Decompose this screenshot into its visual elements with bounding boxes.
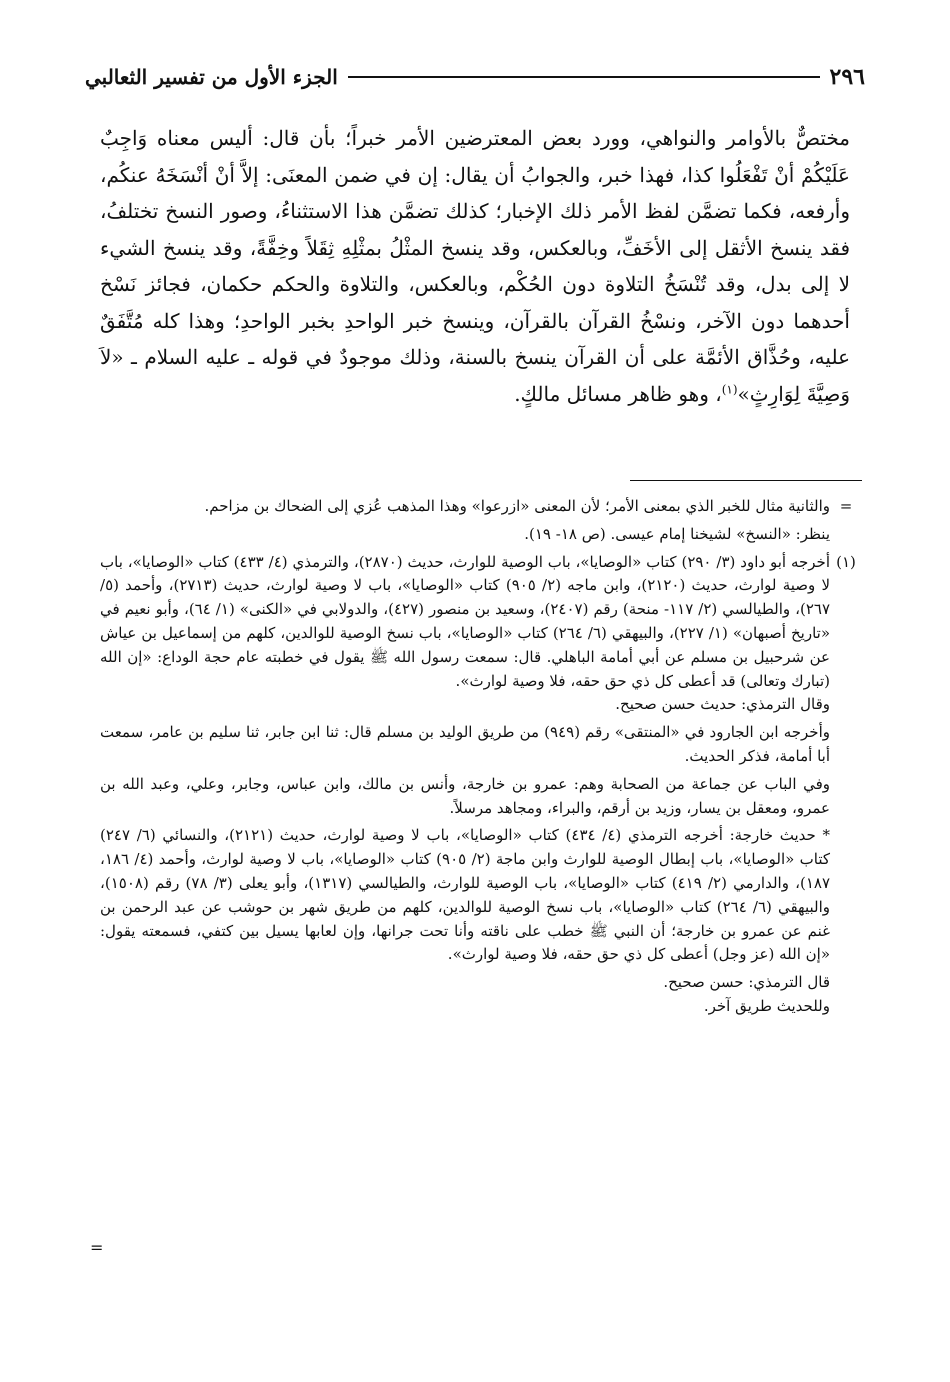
running-title: الجزء الأول من تفسير الثعالبي: [85, 65, 338, 89]
continuation-mark: =: [839, 497, 853, 515]
main-text-ending: ، وهو ظاهر مسائل مالكٍ.: [514, 381, 722, 406]
footnote-number: (١): [836, 552, 856, 571]
footnote-paragraph: وفي الباب عن جماعة من الصحابة وهم: عمرو بن خارجة، وأنس بن مالك، وابن عباس، وجابر، وعلي، وعبد الله بن عمرو، ومعقل بن يسار، وزيد بن أرقم، والبراء، ومجاهد مرسلاً.: [100, 774, 830, 817]
footnote-continuation: [100, 495, 862, 551]
header-rule: [348, 76, 820, 78]
main-text-body: مختصٌّ بالأوامر والنواهي، وورد بعض المعترضين الأمر خبراً؛ بأن قال: أليس معناه وَاجِبٌ عَلَيْكُمْ أنْ تَفْعَلُوا كذا، فهذا خبر، والجوابُ أن يقال: إن في ضمن المعنَى: إلاَّ أنْ أنْسَخَهُ عنكُم، وأرفعه، فكما تضمَّن لفظ الأمر ذلك الإخبار؛ كذلك تضمَّن هذا الاستثناءُ، وصور النسخ تختلفُ، فقد ينسخ الأثقل إلى الأخَفِّ، وبالعكس، وقد ينسخ المثْلُ بمثْلِهِ ثِقَلاً وخِفَّةً، وقد ينسخ الشيء لا إلى بدل، وقد تُنْسَخُ التلاوة دون الحُكْم، وبالعكس، والتلاوة والحكم حكمان، فجائز نَسْخ أحدهما دون الآخر، ونسْخُ القرآن بالقرآن، وينسخ خبر الواحدِ بخبر الواحدِ؛ وهذا كله مُتَّفَقٌ عليه، وحُذَّاق الأئمَّة على أن القرآن ينسخ بالسنة، وذلك موجودٌ في قوله ـ عليه السلام ـ «لاَ وَصِيَّةَ لِوَارِثٍ»: [100, 126, 850, 406]
footnote-paragraph: وأخرجه ابن الجارود في «المنتقى» رقم (٩٤٩) من طريق الوليد بن مسلم قال: ثنا ابن جابر، ثنا سليم بن عامر، سمعت أبا أمامة، فذكر الحديث.: [100, 723, 830, 765]
footnote-paragraph: قال الترمذي: حسن صحيح.: [663, 973, 830, 992]
footnote-line: ينظر: «النسخ» لشيخنا إمام عيسى. (ص ١٨- ١٩).: [524, 524, 830, 543]
main-paragraph: [100, 120, 850, 412]
page-number: ٢٩٦: [829, 64, 865, 90]
page-header: [85, 60, 865, 94]
footnote-paragraph: وللحديث طريق آخر.: [703, 996, 830, 1015]
footnotes: [100, 495, 862, 1023]
footnote-reference: (١): [721, 381, 738, 396]
footnote-paragraph: أخرجه أبو داود (٣/ ٢٩٠) كتاب «الوصايا»، باب الوصية للوارث، حديث (٢٨٧٠)، والترمذي (٤/ ٤٣٣) كتاب «الوصايا»، باب لا وصية لوارث، حديث (٢١٢٠)، وابن ماجه (٢/ ٩٠٥) كتاب «الوصايا»، باب لا وصية لوارث، حديث (٢٧١٣)، وأحمد (٥/ ٢٦٧)، والطيالسي (٢/ ١١٧- منحة) رقم (٢٤٠٧)، وسعيد بن منصور (٤٢٧)، والدولابي في «الكنى» (١/ ٦٤)، وأبو نعيم في «تاريخ أصبهان» (١/ ٢٢٧)، والبيهقي (٦/ ٢٦٤) كتاب «الوصايا»، باب نسخ الوصية للوالدين، كلهم من إسماعيل بن عياش عن شرحبيل بن مسلم عن أبي أمامة الباهلي. قال: سمعت رسول الله ﷺ يقول في خطبته عام حجة الوداع: «إن الله (تبارك وتعالى) قد أعطى كل ذي حق حقه، فلا وصية لوارث».: [100, 552, 831, 690]
footnote-1: [100, 551, 862, 1023]
footnote-paragraph: وقال الترمذي: حديث حسن صحيح.: [615, 695, 830, 714]
continuation-end-mark: =: [90, 1238, 104, 1257]
footnote-paragraph: * حديث خارجة: أخرجه الترمذي (٤/ ٤٣٤) كتاب «الوصايا»، باب لا وصية لوارث، حديث (٢١٢١)، والنسائي (٦/ ٢٤٧) كتاب «الوصايا»، باب إبطال الوصية للوارث وابن ماجة (٢/ ٩٠٥) كتاب «الوصايا»، باب لا وصية لوارث، وأحمد (٤/ ١٨٦، ١٨٧)، والدارمي (٢/ ٤١٩) كتاب «الوصايا»، باب الوصية للوارث، والطيالسي (١٣١٧)، وأبو يعلى (٣/ ٧٨) رقم (١٥٠٨)، والبيهقي (٦/ ٢٦٤) كتاب «الوصايا»، باب نسخ الوصية للوالدين، كلهم من طريق شهر بن حوشب عن عبد الرحمن بن غنم عن عمرو بن خارجة؛ أن النبي ﷺ خطب على ناقته وأنا تحت جرانها، وإن لعابها يسيل بين كتفي، فسمعته يقول: «إن الله (عز وجل) أعطى كل ذي حق حقه، فلا وصية لوارث».: [100, 826, 831, 964]
footnote-line: والثانية مثال للخبر الذي بمعنى الأمر؛ لأن المعنى «ازرعوا» وهذا المذهب عُزي إلى الضحاك بن مزاحم.: [204, 497, 830, 515]
main-text: [100, 120, 850, 412]
footnote-separator: [630, 480, 862, 481]
